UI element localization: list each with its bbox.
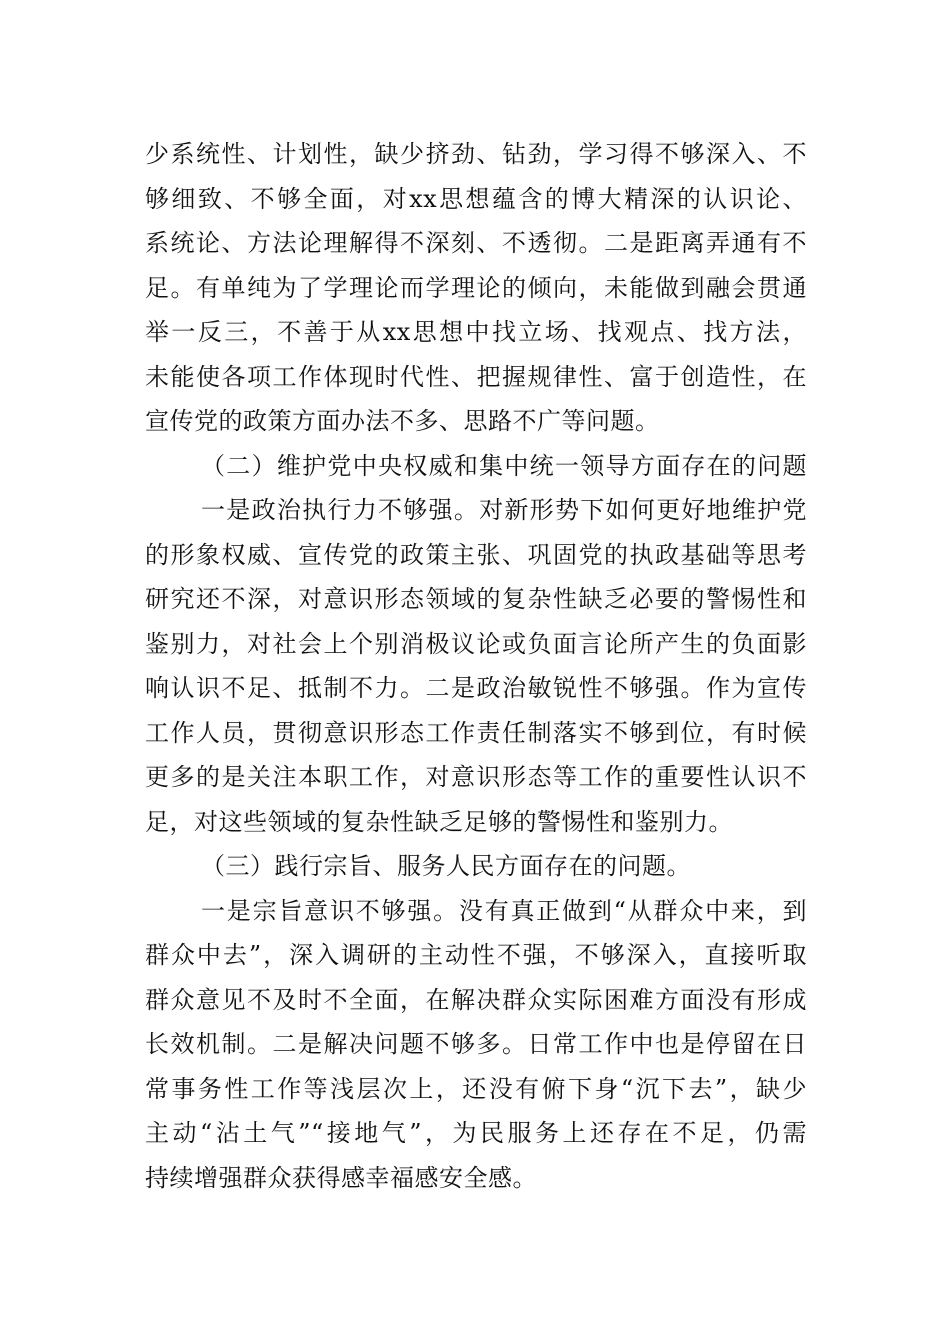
text-line: 系统论、方法论理解得不深刻、不透彻。二是距离弄通有不 [145, 229, 807, 257]
text-line: 更多的是关注本职工作，对意识形态等工作的重要性认识不 [145, 763, 807, 791]
text-line: 一是宗旨意识不够强。没有真正做到“从群众中来，到 [201, 896, 807, 925]
text-line: 研究还不深，对意识形态领域的复杂性缺乏必要的警惕性和 [145, 585, 807, 613]
text-line: 群众中去”，深入调研的主动性不强，不够深入，直接听取 [145, 941, 807, 969]
text-line: 常事务性工作等浅层次上，还没有俯下身“沉下去”，缺少 [145, 1074, 807, 1103]
text-line: 未能使各项工作体现时代性、把握规律性、富于创造性，在 [145, 362, 807, 391]
text-line: 少系统性、计划性，缺少挤劲、钻劲，学习得不够深入、不 [145, 140, 807, 168]
document-body [145, 132, 807, 1200]
text-line: 长效机制。二是解决问题不够多。日常工作中也是停留在日 [145, 1030, 807, 1058]
text-line: 主动“沾土气”“接地气”，为民服务上还存在不足，仍需 [145, 1119, 807, 1147]
text-line: 持续增强群众获得感幸福感安全感。 [145, 1163, 537, 1192]
text-line: 响认识不足、抵制不力。二是政治敏锐性不够强。作为宣传 [145, 674, 807, 702]
text-line: 足。有单纯为了学理论而学理论的倾向，未能做到融会贯通 [145, 273, 807, 302]
text-line: 的形象权威、宣传党的政策主张、巩固党的执政基础等思考 [145, 540, 807, 569]
text-line: 宣传党的政策方面办法不多、思路不广等问题。 [145, 407, 660, 435]
text-line: 鉴别力，对社会上个别消极议论或负面言论所产生的负面影 [145, 629, 807, 658]
text-line: 工作人员，贯彻意识形态工作责任制落实不够到位，有时候 [145, 718, 807, 747]
text-line: 举一反三，不善于从xx思想中找立场、找观点、找方法， [145, 318, 807, 346]
text-line: 群众意见不及时不全面，在解决群众实际困难方面没有形成 [145, 985, 807, 1014]
text-line: 够细致、不够全面，对xx思想蕴含的博大精深的认识论、 [145, 184, 807, 213]
section-heading: （三）践行宗旨、服务人民方面存在的问题。 [201, 852, 691, 880]
text-line: 一是政治执行力不够强。对新形势下如何更好地维护党 [201, 496, 807, 524]
section-heading: （二）维护党中央权威和集中统一领导方面存在的问题 [201, 451, 807, 480]
text-line: 足，对这些领域的复杂性缺乏足够的警惕性和鉴别力。 [145, 807, 733, 836]
